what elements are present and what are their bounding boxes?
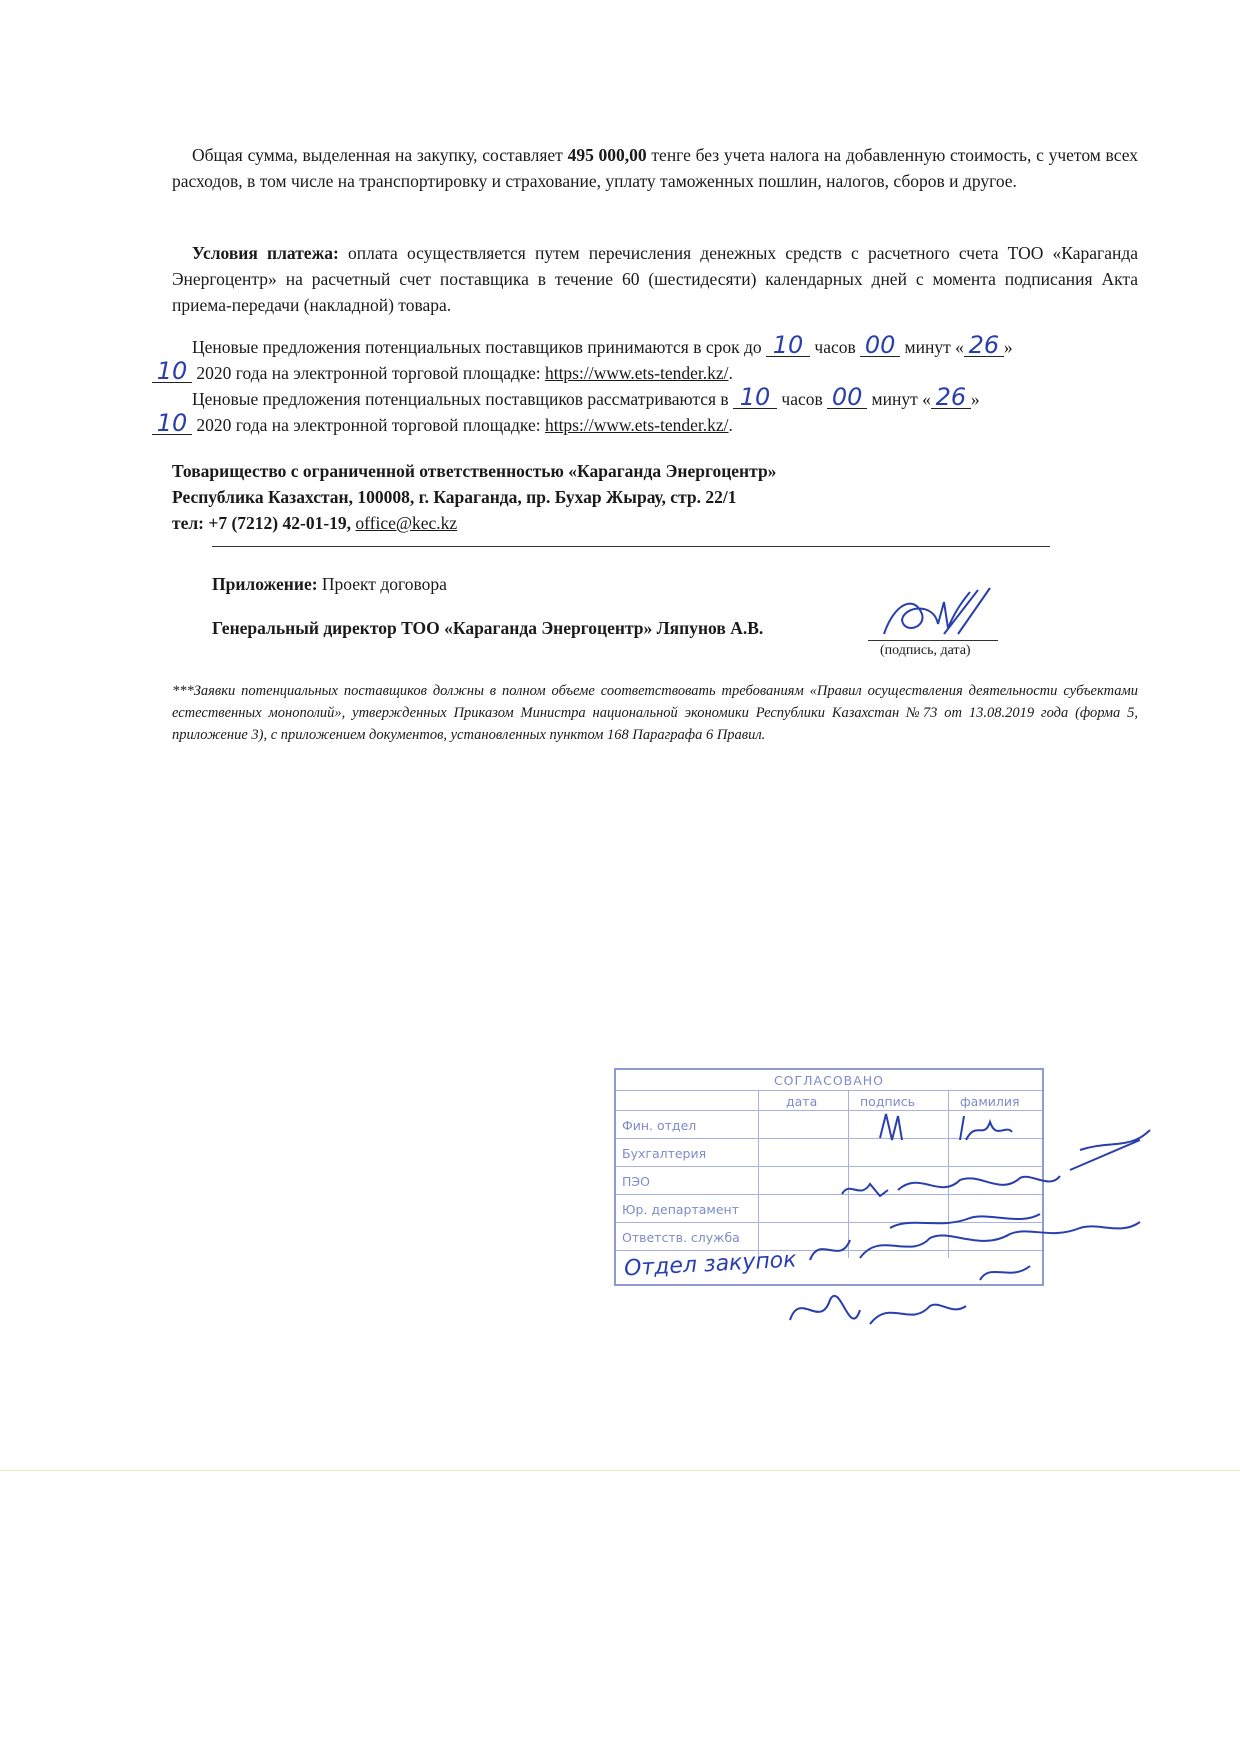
stamp-row-responsible: Ответств. служба [622, 1230, 740, 1245]
payment-terms-text: оплата осуществляется путем перечисления денежных средств с расчетного счета ТОО «Караганда Энергоцентр» на расчетный счет поставщика в течение 60 (шестидесяти) календарных дней с момента подписания Акта приема-передачи (накладной) товара. [172, 243, 1139, 315]
director-signature-icon [874, 584, 994, 646]
year-text: 2020 года на электронной торговой площадке: [192, 363, 545, 383]
handwritten-signatures-icon [780, 1110, 1160, 1350]
amount-text-end: тенге без учета налога на добавленную стоимость, с учетом всех расходов, в том числе на транспортировку и страхование, уплату таможенных пошлин, налогов, сборов и другое. [172, 145, 1138, 191]
stamp-row-legal: Юр. департамент [622, 1202, 739, 1217]
stamp-row-finance: Фин. отдел [622, 1118, 697, 1133]
hours-label: часов [777, 389, 828, 409]
submission-text: Ценовые предложения потенциальных поставщиков принимаются в срок до [192, 337, 767, 357]
submission-deadline-paragraph [156, 331, 1138, 386]
review-url[interactable]: https://www.ets-tender.kz/ [544, 415, 729, 435]
stamp-row-peo: ПЭО [622, 1174, 650, 1189]
review-minutes: 00 [827, 386, 867, 409]
company-address: Республика Казахстан, 100008, г. Караганда, пр. Бухар Жырау, стр. 22/1 [172, 487, 737, 507]
company-phone: тел: +7 (7212) 42-01-19, [172, 513, 356, 533]
stamp-title: СОГЛАСОВАНО [773, 1073, 885, 1088]
annex-value: Проект договора [317, 574, 447, 594]
submission-hours: 10 [766, 334, 810, 357]
review-deadline-paragraph [156, 383, 1138, 438]
submission-url[interactable]: https://www.ets-tender.kz/ [544, 363, 729, 383]
payment-terms-paragraph [172, 240, 1138, 318]
quote-close: » [970, 389, 980, 409]
hours-label: часов [810, 337, 861, 357]
stamp-handwritten-department: Отдел закупок [623, 1247, 798, 1282]
stamp-row-accounting: Бухгалтерия [622, 1146, 707, 1161]
stamp-column-line [758, 1090, 759, 1258]
annex-line [212, 574, 447, 595]
footnote: ***Заявки потенциальных поставщиков должны в полном объеме соответствовать требованиям «Правил осуществления деятельности субъектами естественных монополий», утвержденных Приказом Министра национальной экономики Республики Казахстан №73 от 13.08.2019 года (форма 5, приложение 3), с приложением документов, установленных пунктом 168 Параграфа 6 Правил. [172, 683, 1138, 743]
amount-text-start: Общая сумма, выделенная на закупку, составляет [192, 145, 568, 165]
period: . [728, 415, 733, 435]
total-amount-paragraph [172, 142, 1138, 194]
review-text: Ценовые предложения потенциальных поставщиков рассматриваются в [192, 389, 734, 409]
annex-label: Приложение: [212, 574, 318, 594]
total-amount: 495 000,00 [567, 145, 647, 165]
submission-month: 10 [152, 360, 192, 383]
submission-day: 26 [964, 334, 1004, 357]
company-info [172, 458, 1072, 536]
signature-line [868, 640, 998, 641]
review-month: 10 [152, 412, 192, 435]
minutes-label: минут « [900, 337, 964, 357]
submission-minutes: 00 [860, 334, 900, 357]
stamp-col-signature: подпись [860, 1094, 915, 1109]
stamp-divider [616, 1090, 1042, 1091]
director-line: Генеральный директор ТОО «Караганда Энергоцентр» Ляпунов А.В. [212, 618, 764, 638]
year-text: 2020 года на электронной торговой площадке: [192, 415, 545, 435]
minutes-label: минут « [867, 389, 931, 409]
company-name: Товарищество с ограниченной ответственностью «Караганда Энергоцентр» [172, 461, 777, 481]
review-day: 26 [931, 386, 971, 409]
payment-terms-label: Условия платежа: [192, 243, 339, 263]
quote-close: » [1003, 337, 1013, 357]
stamp-col-date: дата [786, 1094, 818, 1109]
review-hours: 10 [733, 386, 777, 409]
stamp-col-name: фамилия [960, 1094, 1020, 1109]
page-fold-line [0, 1470, 1240, 1471]
period: . [728, 363, 733, 383]
company-email[interactable]: office@kec.kz [355, 513, 458, 533]
signature-caption: (подпись, дата) [880, 643, 971, 658]
divider-line [212, 546, 1050, 547]
